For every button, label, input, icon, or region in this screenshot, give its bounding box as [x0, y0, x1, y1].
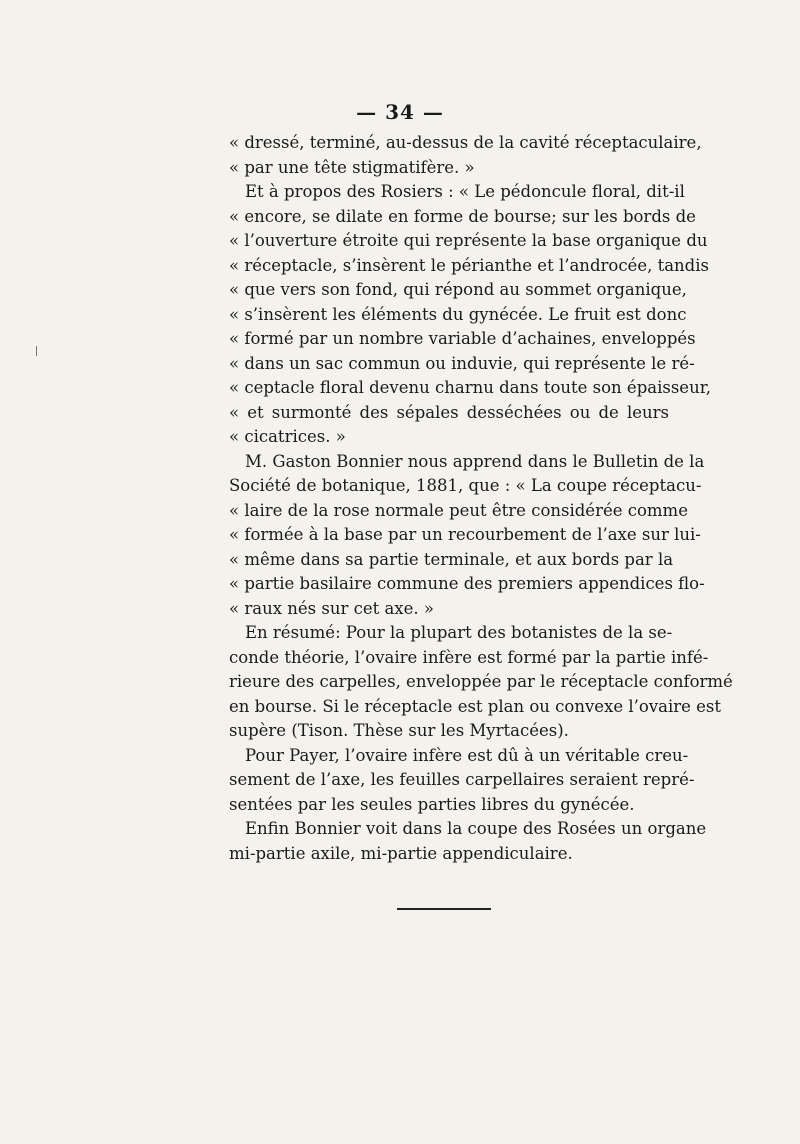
text-line: « raux nés sur cet axe. »: [229, 598, 434, 618]
text-line: « laire de la rose normale peut être considérée comme: [229, 500, 688, 520]
text-line: Pour Payer, l’ovaire infère est dû à un véritable creu-: [245, 745, 689, 765]
text-line: « l’ouverture étroite qui représente la base organique du: [229, 231, 708, 250]
text-line: « dans un sac commun ou induvie, qui représente le ré-: [229, 353, 695, 373]
body-text: [229, 131, 733, 866]
text-line: « formée à la base par un recourbement de l’axe sur lui-: [229, 525, 701, 544]
text-line: Enfin Bonnier voit dans la coupe des Rosées un organe: [245, 819, 707, 838]
text-line: mi-partie axile, mi-partie appendiculaire.: [229, 843, 573, 863]
text-line: en bourse. Si le réceptacle est plan ou convexe l’ovaire est: [229, 696, 722, 716]
text-line: En résumé: Pour la plupart des botanistes de la se-: [245, 623, 673, 642]
text-line: « cicatrices. »: [229, 427, 346, 446]
section-divider: [397, 908, 491, 910]
text-line: rieure des carpelles, enveloppée par le réceptacle conformé: [229, 672, 733, 691]
text-line: « réceptacle, s’insèrent le périanthe et l’androcée, tandis: [229, 255, 709, 275]
text-line: conde théorie, l’ovaire infère est formé par la partie infé-: [229, 647, 709, 667]
text-line: « que vers son fond, qui répond au sommet organique,: [229, 280, 687, 299]
text-line: Société de botanique, 1881, que : « La coupe réceptacu-: [229, 476, 702, 495]
text-line: supère (Tison. Thèse sur les Myrtacées).: [229, 721, 569, 740]
text-line: « formé par un nombre variable d’achaines, enveloppés: [229, 329, 696, 348]
text-line: sentées par les seules parties libres du gynécée.: [229, 794, 635, 814]
text-line: « s’insèrent les éléments du gynécée. Le fruit est donc: [229, 304, 687, 324]
text-line: « encore, se dilate en forme de bourse; sur les bords de: [229, 206, 696, 226]
text-line: « dressé, terminé, au-dessus de la cavité réceptaculaire,: [229, 133, 702, 152]
text-line: M. Gaston Bonnier nous apprend dans le Bulletin de la: [245, 451, 705, 471]
text-line: « et surmonté des sépales desséchées ou de leurs: [229, 402, 669, 422]
text-line: sement de l’axe, les feuilles carpellaires seraient repré-: [229, 770, 695, 789]
text-line: Et à propos des Rosiers : « Le pédoncule floral, dit-il: [245, 182, 685, 201]
text-line: « par une tête stigmatifère. »: [229, 157, 475, 177]
text-line: « partie basilaire commune des premiers appendices flo-: [229, 574, 705, 593]
margin-mark: [36, 346, 37, 356]
text-line: « ceptacle floral devenu charnu dans toute son épaisseur,: [229, 378, 712, 397]
page-number: — 34 —: [356, 100, 444, 124]
text-line: « même dans sa partie terminale, et aux bords par la: [229, 549, 674, 569]
